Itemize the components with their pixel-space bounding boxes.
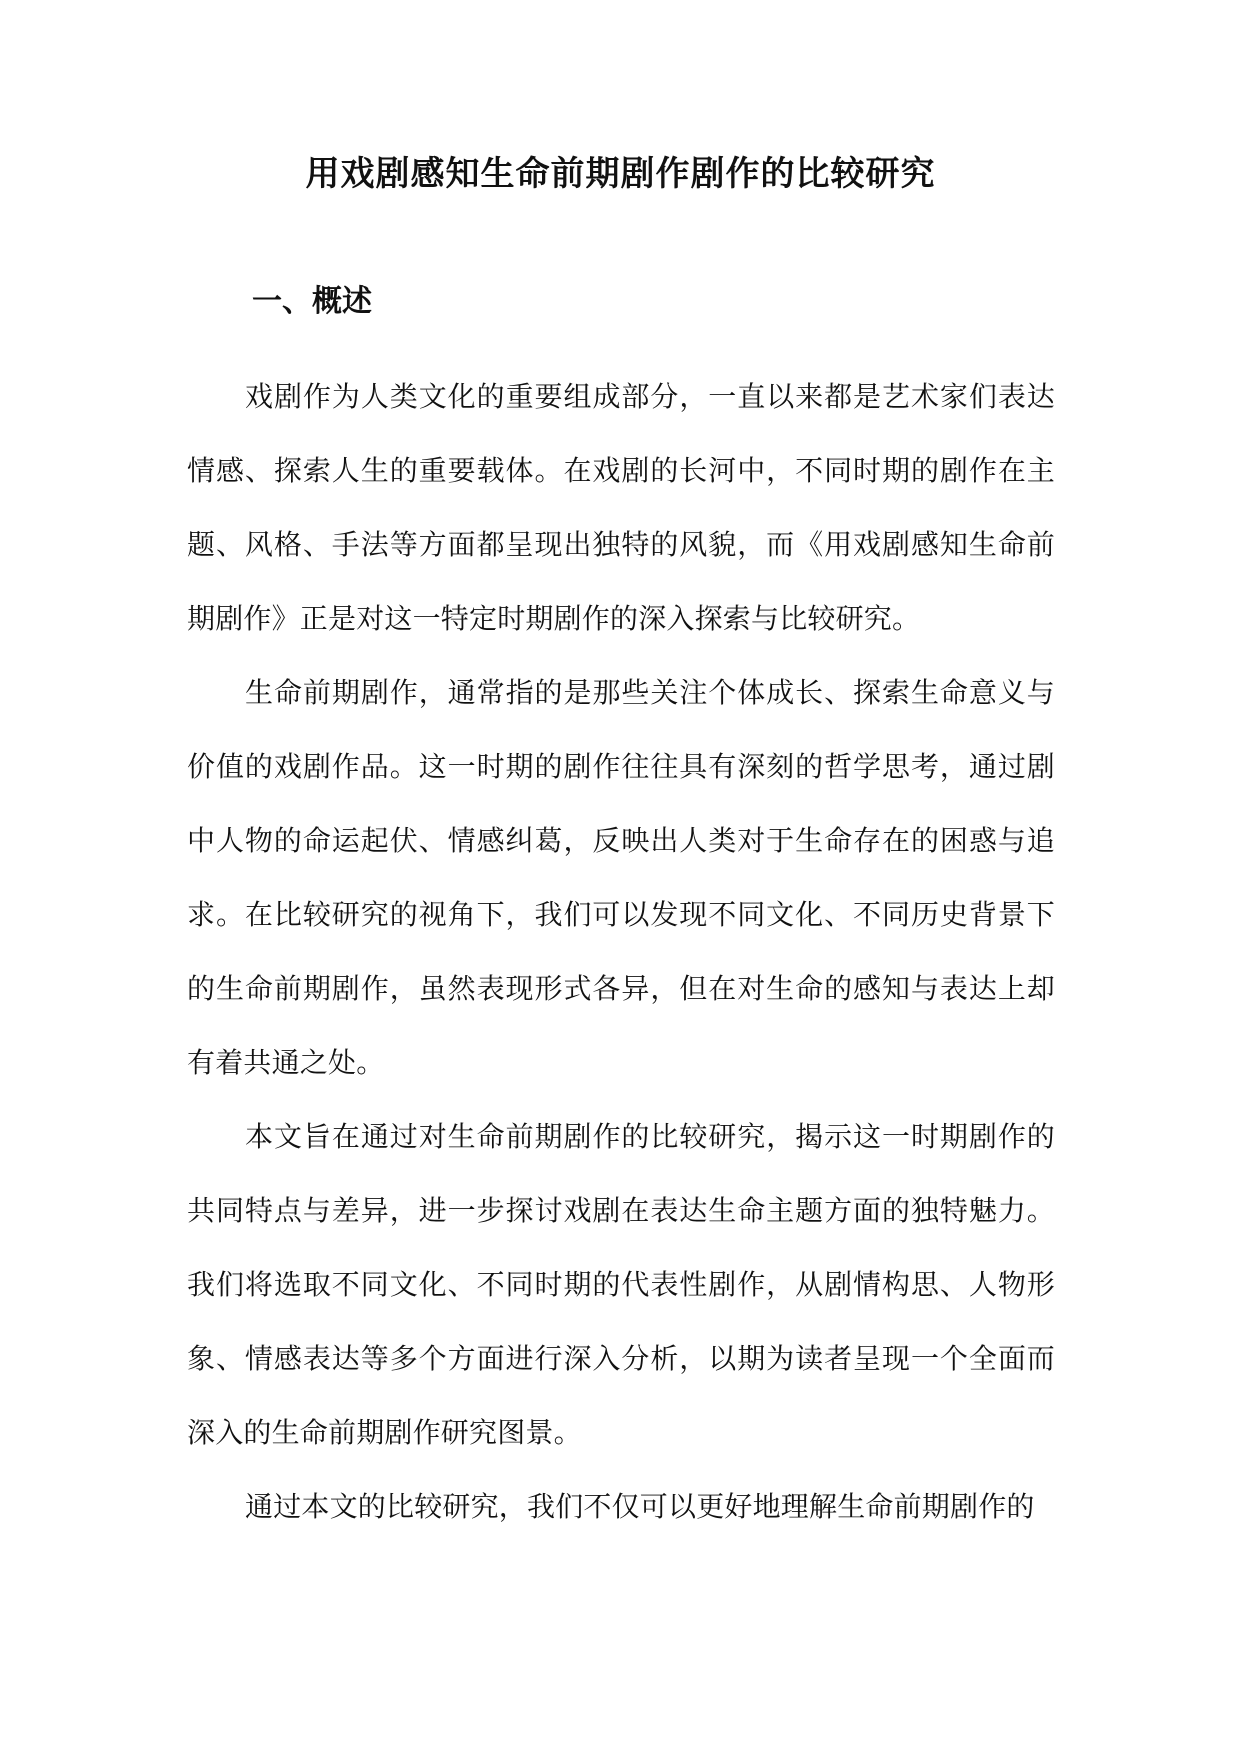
- paragraph: 本文旨在通过对生命前期剧作的比较研究，揭示这一时期剧作的共同特点与差异，进一步探讨戏剧在表达生命主题方面的独特魅力。我们将选取不同文化、不同时期的代表性剧作，从剧情构思、人物形象、情感表达等多个方面进行深入分析，以期为读者呈现一个全面而深入的生命前期剧作研究图景。: [187, 1120, 1055, 1449]
- paragraph: 戏剧作为人类文化的重要组成部分，一直以来都是艺术家们表达情感、探索人生的重要载体。在戏剧的长河中，不同时期的剧作在主题、风格、手法等方面都呈现出独特的风貌，而《用戏剧感知生命前期剧作》正是对这一特定时期剧作的深入探索与比较研究。: [187, 380, 1055, 635]
- paragraph: 生命前期剧作，通常指的是那些关注个体成长、探索生命意义与价值的戏剧作品。这一时期的剧作往往具有深刻的哲学思考，通过剧中人物的命运起伏、情感纠葛，反映出人类对于生命存在的困惑与追求。在比较研究的视角下，我们可以发现不同文化、不同历史背景下的生命前期剧作，虽然表现形式各异，但在对生命的感知与表达上却有着共通之处。: [187, 676, 1055, 1079]
- body-text: [187, 360, 1055, 1544]
- paragraph: 通过本文的比较研究，我们不仅可以更好地理解生命前期剧作的: [245, 1490, 1035, 1523]
- section-heading: 一、概述: [252, 284, 372, 319]
- document-title: 用戏剧感知生命前期剧作剧作的比较研究: [305, 154, 936, 194]
